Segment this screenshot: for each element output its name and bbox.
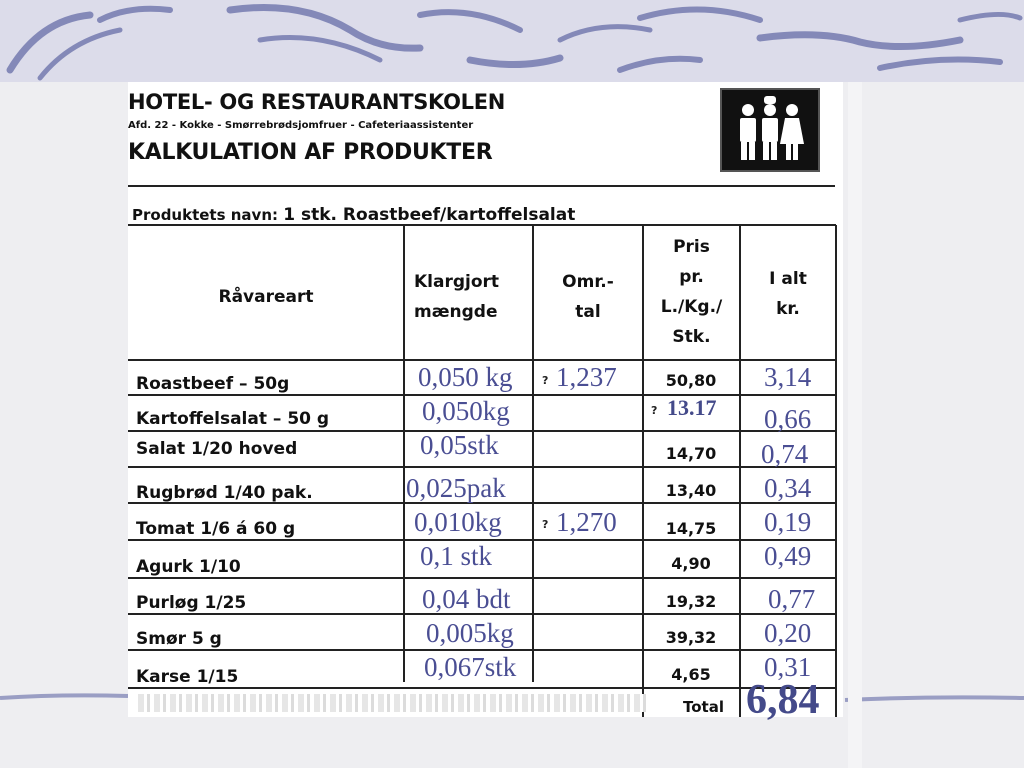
quantity-cell: 0,067stk bbox=[424, 652, 517, 682]
header-factor-line2: tal bbox=[575, 302, 601, 322]
total-cell: 3,14 bbox=[764, 362, 812, 392]
quantity-cell: 0,050kg bbox=[422, 396, 510, 426]
header-price-line1: Pris bbox=[673, 237, 710, 257]
question-mark: ? bbox=[542, 374, 549, 387]
quantity-cell: 0,04 bdt bbox=[422, 584, 511, 614]
total-label: Total bbox=[683, 698, 724, 716]
price-cell: 13,40 bbox=[665, 481, 717, 500]
decorative-top-band bbox=[0, 0, 1024, 82]
wave-decoration bbox=[0, 0, 1024, 82]
factor-cell: 1,270 bbox=[556, 507, 617, 537]
header-price-line2: pr. bbox=[679, 267, 704, 287]
header-total-line2: kr. bbox=[776, 299, 800, 319]
price-cell: 39,32 bbox=[665, 628, 717, 647]
grand-total-value: 6,84 bbox=[746, 677, 820, 723]
quantity-cell: 0,050 kg bbox=[418, 362, 513, 392]
total-cell: 0,74 bbox=[761, 439, 809, 469]
sheet-heading: KALKULATION AF PRODUKTER bbox=[128, 140, 493, 165]
scan-smudge bbox=[138, 694, 646, 712]
price-cell: 14,75 bbox=[665, 519, 717, 538]
header-factor bbox=[533, 267, 643, 327]
price-cell: 4,90 bbox=[671, 554, 711, 573]
header-price bbox=[643, 232, 740, 352]
row-label: Karse 1/15 bbox=[136, 667, 239, 687]
price-cell: 50,80 bbox=[665, 371, 717, 390]
header-ingredient: Råvareart bbox=[218, 287, 314, 307]
header-price-line3: L./Kg./ bbox=[660, 297, 723, 317]
header-price-line4: Stk. bbox=[672, 327, 711, 347]
question-mark: ? bbox=[542, 518, 549, 531]
total-cell: 0,66 bbox=[764, 404, 812, 434]
row-label: Salat 1/20 hoved bbox=[136, 439, 298, 459]
quantity-cell: 0,05stk bbox=[420, 430, 499, 460]
factor-cell: 1,237 bbox=[556, 362, 617, 392]
quantity-cell: 0,025pak bbox=[406, 473, 506, 503]
header-quantity bbox=[404, 267, 524, 327]
header-quantity-line2: mængde bbox=[414, 302, 498, 322]
row-label: Roastbeef – 50g bbox=[136, 374, 290, 394]
product-name-label: Produktets navn: bbox=[132, 206, 279, 224]
total-cell: 0,34 bbox=[764, 473, 812, 503]
total-cell: 0,31 bbox=[764, 652, 812, 682]
price-cell: 14,70 bbox=[665, 444, 717, 463]
school-name: HOTEL- OG RESTAURANTSKOLEN bbox=[128, 90, 506, 114]
row-label: Agurk 1/10 bbox=[136, 557, 241, 577]
product-name-value: 1 stk. Roastbeef/kartoffelsalat bbox=[283, 205, 576, 225]
row-label: Kartoffelsalat – 50 g bbox=[136, 409, 330, 429]
total-cell: 0,77 bbox=[768, 584, 816, 614]
header-total bbox=[740, 264, 836, 324]
price-cell: 19,32 bbox=[665, 592, 717, 611]
department-line: Afd. 22 - Kokke - Smørrebrødsjomfruer - Cafeteriaassistenter bbox=[128, 120, 474, 131]
row-label: Tomat 1/6 á 60 g bbox=[136, 519, 296, 539]
question-mark: ? bbox=[651, 404, 658, 417]
total-cell: 0,20 bbox=[764, 618, 812, 648]
total-cell: 0,49 bbox=[764, 541, 812, 571]
price-cell: 4,65 bbox=[671, 665, 711, 684]
slide-side-strip bbox=[848, 82, 862, 768]
header-factor-line1: Omr.- bbox=[562, 272, 614, 292]
row-label: Smør 5 g bbox=[136, 629, 222, 649]
row-label: Purløg 1/25 bbox=[136, 593, 247, 613]
header-total-line1: I alt bbox=[769, 269, 807, 289]
quantity-cell: 0,1 stk bbox=[420, 541, 493, 571]
header-quantity-line1: Klargjort bbox=[414, 272, 500, 292]
price-cell-handwritten: 13.17 bbox=[667, 395, 717, 420]
row-label: Rugbrød 1/40 pak. bbox=[136, 483, 313, 503]
total-cell: 0,19 bbox=[764, 507, 812, 537]
quantity-cell: 0,005kg bbox=[426, 618, 514, 648]
calculation-sheet bbox=[128, 82, 843, 723]
quantity-cell: 0,010kg bbox=[414, 507, 502, 537]
